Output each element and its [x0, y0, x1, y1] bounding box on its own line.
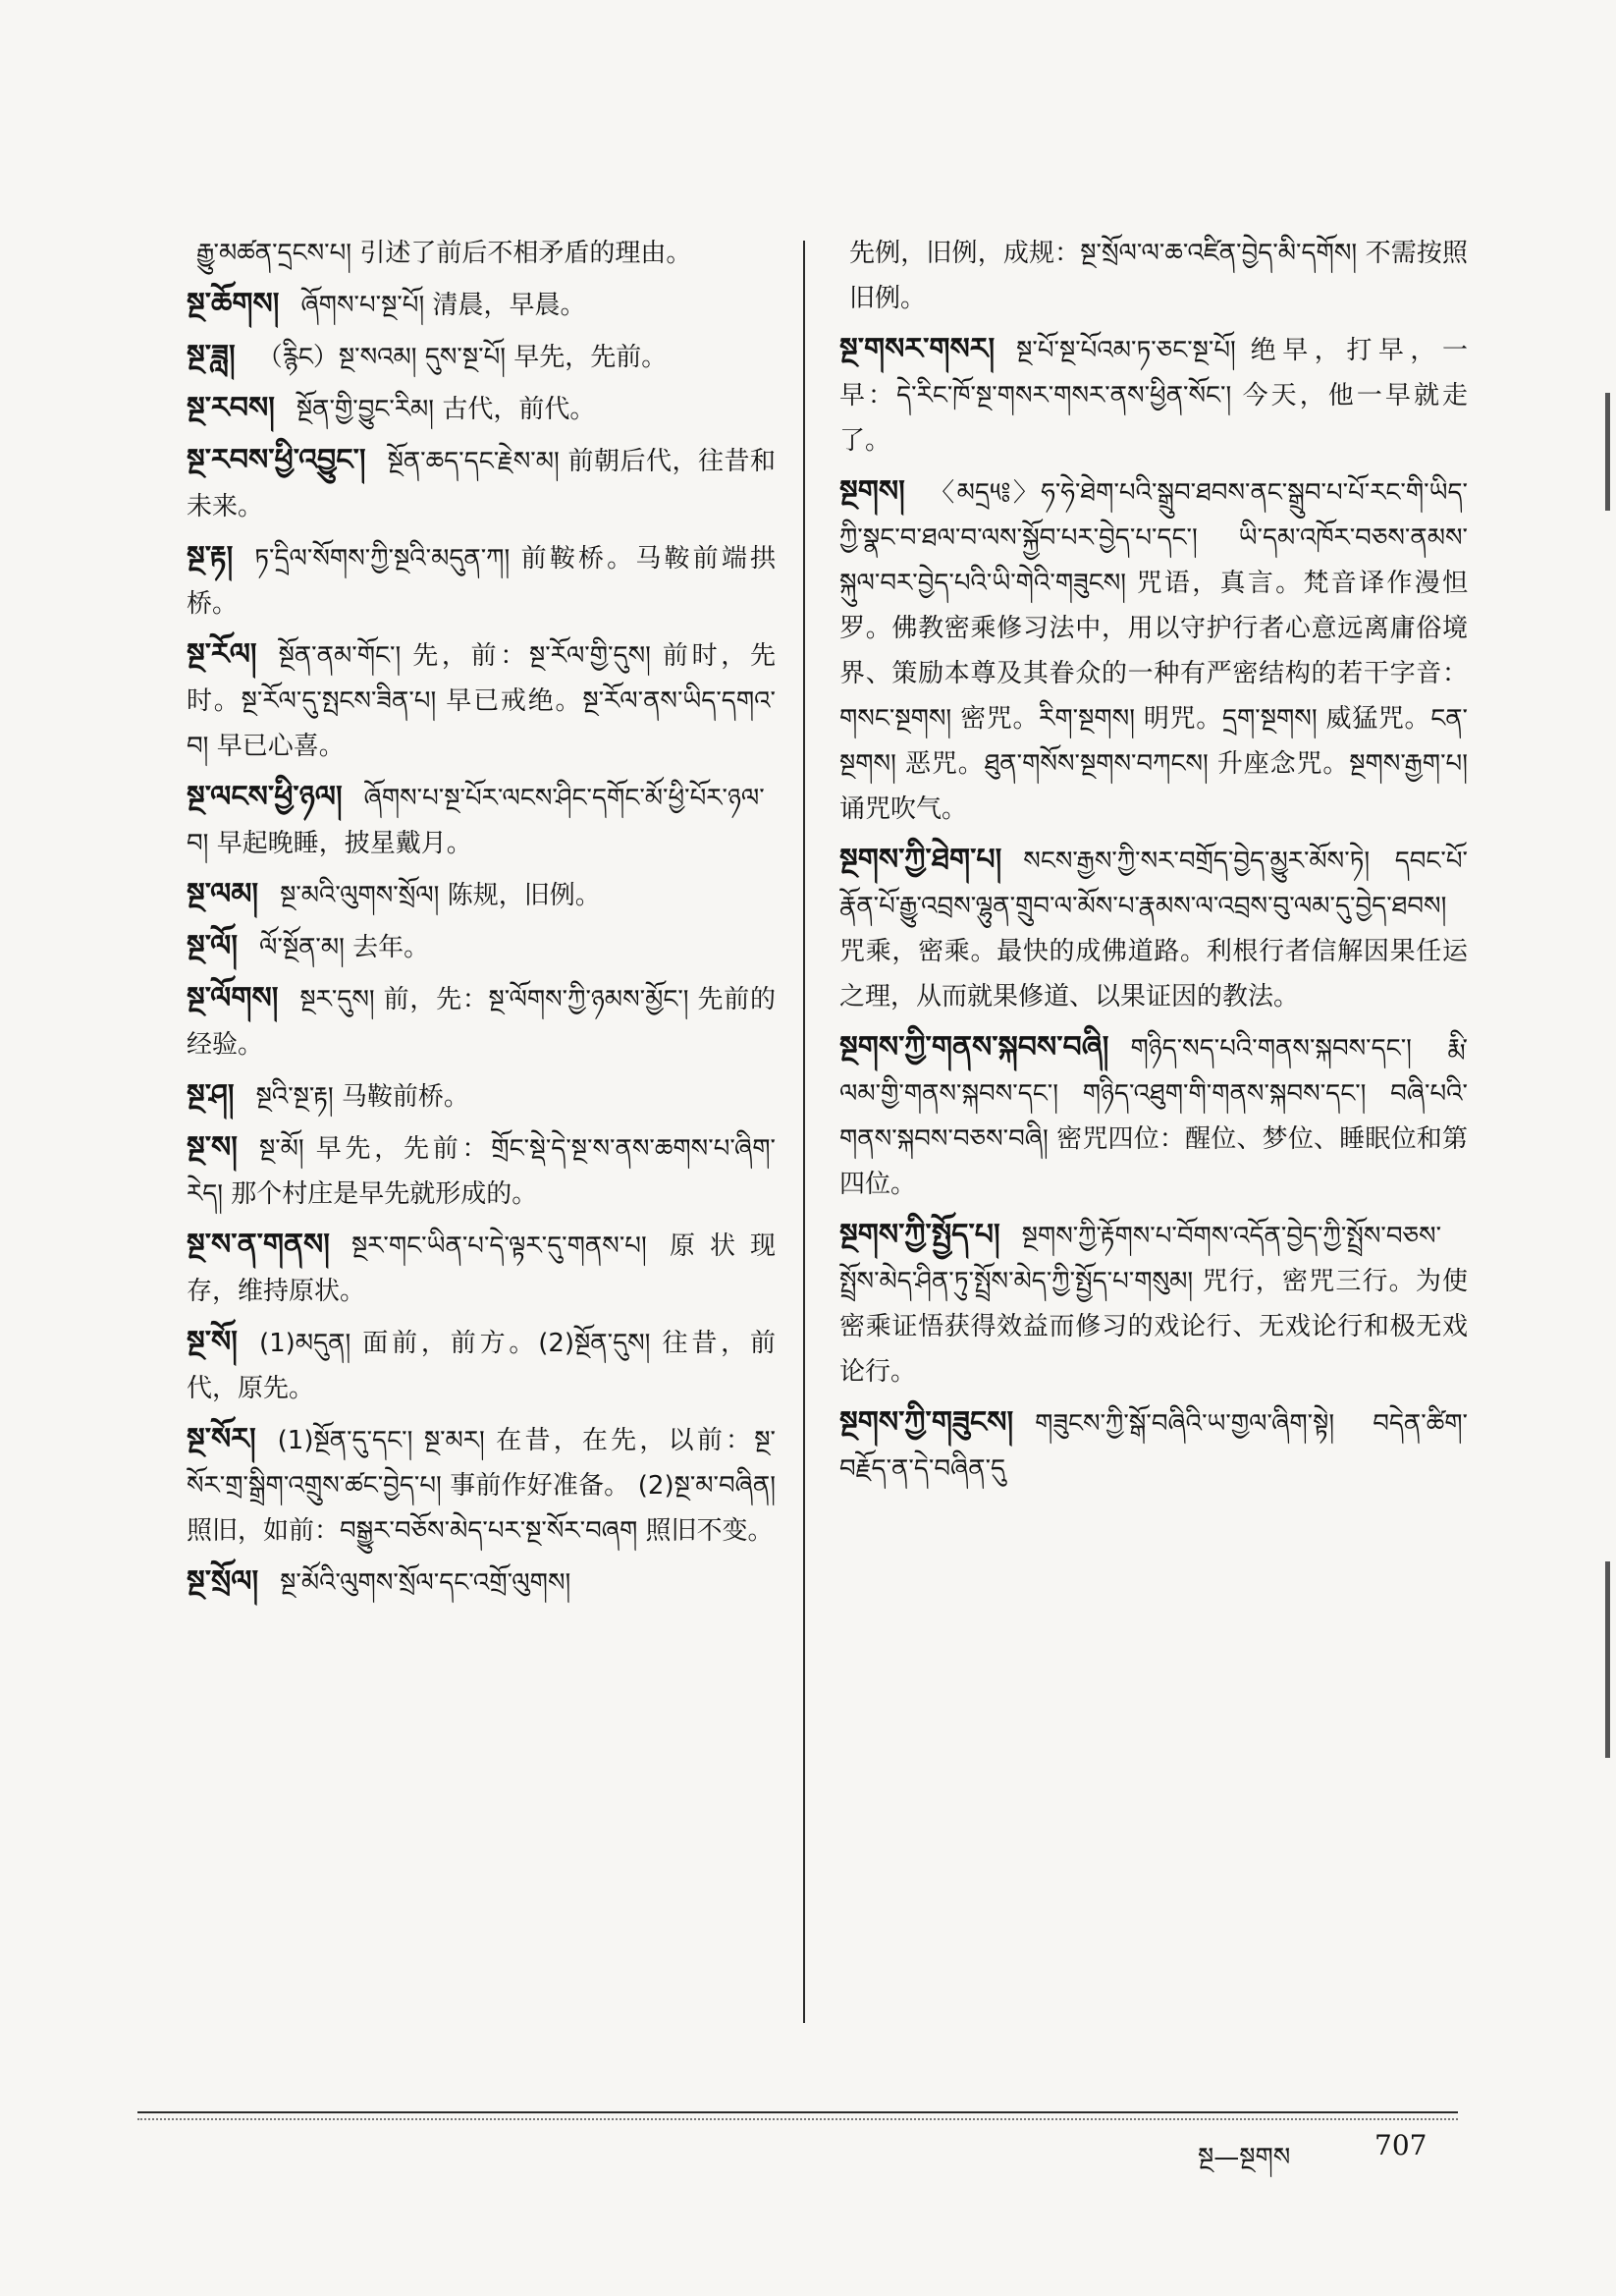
- definition: སྔོན་ནམ་གོང་། 先，前：སྔ་རོལ་གྱི་དུས། 前时，先时。སྔ་རོལ་དུ་སྤངས་ཟིན་པ། 早已戒绝。སྔ་རོལ་ནས་ཡིད་དགའ་བ། 早已心喜。: [187, 641, 776, 761]
- definition: ཞོགས་པ་སྔ་པོར་ལངས་ཤིང་དགོང་མོ་ཕྱི་པོར་ཉལ་བ། 早起晚睡，披星戴月。: [187, 784, 765, 858]
- dictionary-entry: [187, 1073, 776, 1120]
- dictionary-entry: [187, 1125, 776, 1217]
- definition: སྔར་གང་ཡིན་པ་དེ་ལྟར་དུ་གནས་པ། 原状现存，维持原状。: [187, 1231, 776, 1306]
- dictionary-entry: [839, 469, 1468, 832]
- right-column: [839, 231, 1468, 1498]
- definition: སྔ་མའི་ལུགས་སྲོལ། 陈规，旧例。: [280, 881, 601, 910]
- headword: སྔགས་ཀྱི་སྤྱོད་པ།: [839, 1218, 1000, 1252]
- definition: སྔ་མོ། 早先，先前：གྲོང་སྡེ་དེ་སྔ་ས་ནས་ཆགས་པ་ཞིག་རེད། 那个村庄是早先就形成的。: [187, 1134, 776, 1209]
- dictionary-entry: [839, 1400, 1468, 1492]
- dictionary-entry: [187, 1417, 776, 1554]
- scan-edge-mark: [1605, 1561, 1610, 1758]
- definition: （རྙིང）སྔ་སའམ། དུས་སྔ་པོ། 早先，先前。: [256, 343, 668, 372]
- headword: སྔ་ཟླ།: [187, 339, 236, 373]
- dictionary-entry: [187, 334, 776, 380]
- page-number: 707: [1374, 2129, 1427, 2161]
- definition: ཏ་དྲིལ་སོགས་ཀྱི་སྔའི་མདུན་ཀ། 前鞍桥。马鞍前端拱桥。: [187, 544, 776, 619]
- definition: སྔ་མོའི་ལུགས་སྲོལ་དང་འགྲོ་ལུགས།: [280, 1568, 571, 1598]
- definition: སྔགས་ཀྱི་རྟོགས་པ་བོགས་འདོན་བྱེད་ཀྱི་སྤྲོས་བཅས་སྤྲོས་མེད་ཤིན་ཏུ་སྤྲོས་མེད་ཀྱི་སྤྱོད་པ་གསུམ། 咒行，密咒三行。为使密乘证悟获得效益而修习的戏论行、无戏论行和极无戏论行。: [839, 1222, 1468, 1387]
- definition: 〈མདྲ༥༔〉ཧ་ཧེ་ཐེག་པའི་སྒྲུབ་ཐབས་ནང་སྒྲུབ་པ་པོ་རང་གི་ཡིད་ཀྱི་སྣང་བ་ཐལ་བ་ལས་སྐྱོབ་པར་བྱེད་པ་དང་། ཡི་དམ་འཁོར་བཅས་ནམས་སྐུལ་བར་བྱེད་པའི་ཡི་གེའི་གཟུངས། 咒语，真言。梵音译作漫怛罗。佛教密乘修习法中，用以守护行者心意远离庸俗境界、策励本尊及其眷众的一种有严密结构的若干字音：གསང་སྔགས། 密咒。རིག་སྔགས། 明咒。དྲག་སྔགས། 威猛咒。ངན་སྔགས། 恶咒。ཐུན་གསོས་སྔགས་བཀངས། 升座念咒。སྔགས་རྒྱག་པ། 诵咒吹气。: [839, 478, 1468, 824]
- dictionary-entry: རྒྱུ་མཚན་དྲངས་པ། 引述了前后不相矛盾的理由。: [196, 239, 692, 268]
- left-column: [187, 231, 776, 1612]
- headword: སྔ་ལངས་ཕྱི་ཉལ།: [187, 780, 343, 814]
- dictionary-entry: [839, 327, 1468, 464]
- dictionary-entry: [187, 976, 776, 1067]
- definition: སངས་རྒྱས་ཀྱི་སར་བགྲོད་བྱེད་མྱུར་མོས་ཏེ། དབང་པོ་རྣོན་པོ་རྒྱུ་འབྲས་ལྷུན་གྲུབ་ལ་མོས་པ་རྣམས་ལ་འབྲས་བུ་ལམ་དུ་བྱེད་ཐབས། 咒乘，密乘。最快的成佛道路。利根行者信解因果任运之理，从而就果修道、以果证因的教法。: [839, 847, 1468, 1011]
- definition: སྔ་པོ་སྔ་པོའམ་ཏ་ཅང་སྔ་པོ། 绝早，打早，一早：དེ་རིང་ཁོ་སྔ་གསར་གསར་ནས་ཕྱིན་སོང་། 今天，他一早就走了。: [839, 336, 1468, 456]
- headword: སྔ་ཆོགས།: [187, 287, 280, 321]
- dictionary-entry: [839, 838, 1468, 1019]
- dictionary-entry: [187, 438, 776, 529]
- definition: ཞོགས་པ་སྔ་པོ། 清晨，早晨。: [300, 291, 586, 320]
- dictionary-entry: [187, 775, 776, 866]
- definition: སྔའི་སྔ་རྟ། 马鞍前桥。: [255, 1082, 469, 1112]
- headword: སྔ་ཤ།: [187, 1078, 235, 1113]
- dictionary-entry: [187, 386, 776, 432]
- dictionary-entry: [839, 1213, 1468, 1394]
- headword: སྔ་རབས།: [187, 391, 275, 425]
- dictionary-entry: [187, 1320, 776, 1411]
- headword: སྔ་ལོ།: [187, 929, 238, 963]
- dictionary-entry: 先例，旧例，成规：སྔ་སྲོལ་ལ་ཆ་འཛིན་བྱེད་མི་དགོས། 不需按照旧例。: [849, 239, 1468, 313]
- dictionary-entry: [187, 924, 776, 970]
- headword: སྔ་ས་ན་གནས།: [187, 1228, 330, 1262]
- definition: ལོ་སྔོན་མ། 去年。: [259, 933, 430, 962]
- headword: སྔ་རྟ།: [187, 540, 234, 574]
- dictionary-entry: [187, 1559, 776, 1606]
- definition: སྔོན་ཆད་དང་རྗེས་མ། 前朝后代，往昔和未来。: [187, 447, 776, 521]
- definition: སྔར་དུས། 前，先：སྔ་ལོགས་ཀྱི་ཉམས་མྱོང་། 先前的经验。: [187, 985, 776, 1060]
- headword: སྔ་ལམ།: [187, 877, 259, 911]
- dictionary-entry: [187, 1223, 776, 1314]
- scan-edge-mark: [1605, 393, 1610, 511]
- dictionary-entry: [839, 1025, 1468, 1207]
- definition: སྔོན་གྱི་བྱུང་རིམ། 古代，前代。: [296, 395, 596, 424]
- dictionary-entry: [187, 282, 776, 328]
- headword: སྔ་སོ།: [187, 1325, 238, 1359]
- headword: སྔ་སོར།: [187, 1422, 256, 1456]
- headword: སྔགས་ཀྱི་གཟུངས།: [839, 1405, 1014, 1440]
- headword: སྔ་རབས་ཕྱི་འབྱུང་།: [187, 443, 366, 477]
- footer-dotted-rule: [137, 2118, 1458, 2120]
- headword: སྔ་ས།: [187, 1130, 238, 1165]
- definition: (1)མདུན། 面前，前方。(2)སྔོན་དུས། 往昔，前代，原先。: [187, 1329, 776, 1403]
- dictionary-entry: [187, 872, 776, 918]
- footer-rule: [137, 2111, 1458, 2113]
- headword: སྔ་གསར་གསར།: [839, 332, 996, 366]
- headword: སྔགས་ཀྱི་ཐེག་པ།: [839, 843, 1002, 877]
- headword: སྔ་སྲོལ།: [187, 1564, 259, 1599]
- definition: གཉིད་སད་པའི་གནས་སྐབས་དང་། རྨི་ལམ་གྱི་གནས་སྐབས་དང་། གཉིད་འཐུག་གི་གནས་སྐབས་དང་། བཞི་པའི་གནས་སྐབས་བཅས་བཞི། 密咒四位：醒位、梦位、睡眠位和第四位。: [839, 1034, 1468, 1199]
- dictionary-entry: [187, 632, 776, 769]
- headword: སྔ་རོལ།: [187, 637, 257, 672]
- running-head-range: སྔ—སྔགས: [1198, 2143, 1291, 2172]
- headword: སྔགས་ཀྱི་གནས་སྐབས་བཞི།: [839, 1030, 1109, 1065]
- headword: སྔགས།: [839, 474, 905, 509]
- dictionary-entry: [187, 535, 776, 627]
- column-divider: [803, 241, 805, 2023]
- headword: སྔ་ལོགས།: [187, 981, 279, 1015]
- definition: (1)སྔོན་དུ་དང་། སྔ་མར། 在昔，在先，以前：སྔ་སོར་གྲ་སྒྲིག་འགྲུས་ཚང་བྱེད་པ། 事前作好准备。 (2)སྔ་མ་བཞིན། 照旧，如前：བསྒྱུར་བཅོས་མེད་པར་སྔ་སོར་བཞག 照旧不变。: [187, 1426, 776, 1546]
- definition: གཟུངས་ཀྱི་སྒོ་བཞིའི་ཡ་གྱལ་ཞིག་སྟེ། བདེན་ཚིག་བརྗོད་ན་དེ་བཞིན་དུ: [839, 1409, 1468, 1484]
